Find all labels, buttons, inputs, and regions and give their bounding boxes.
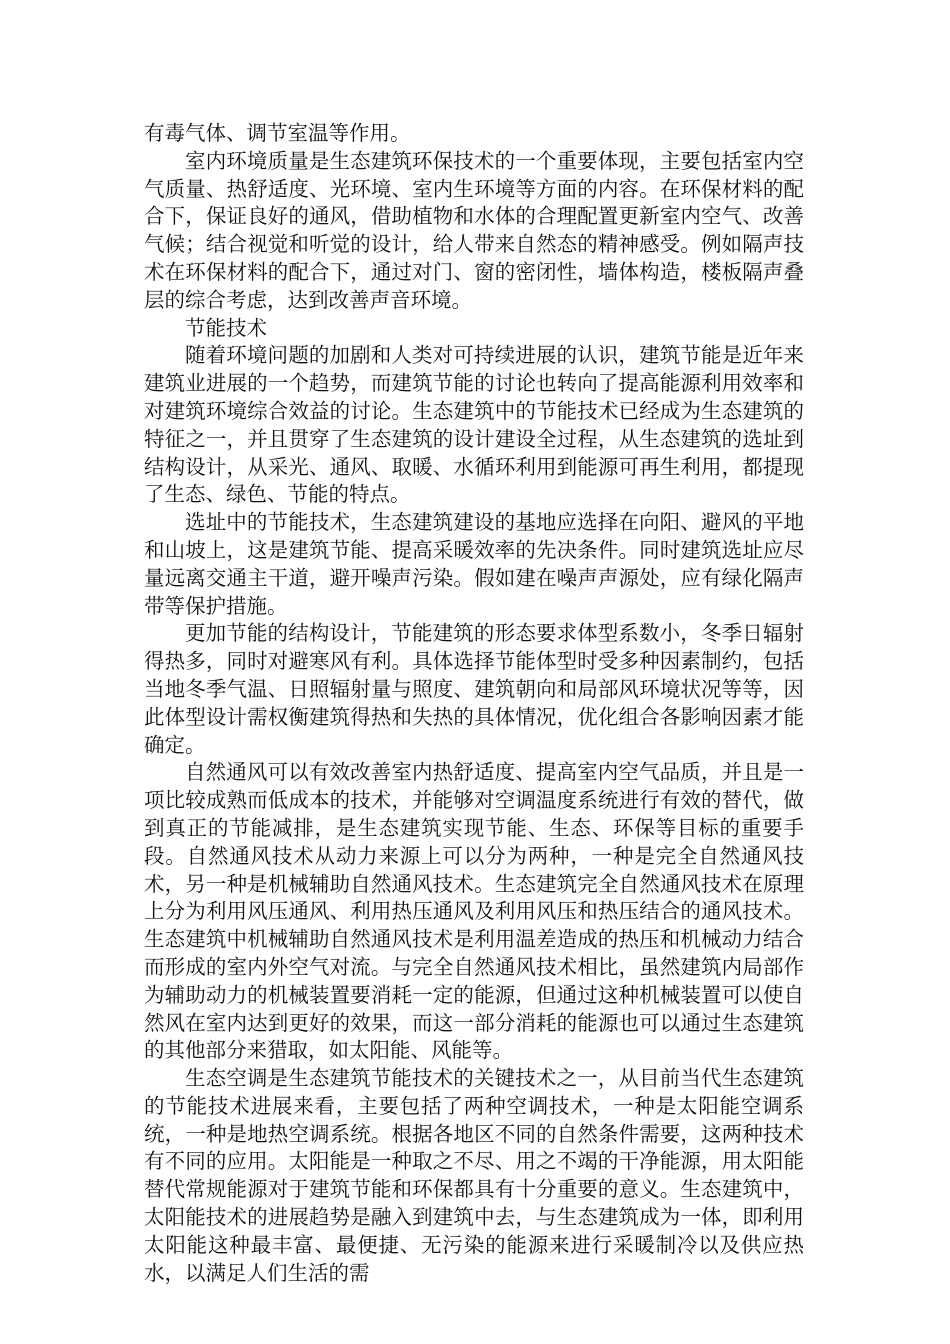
paragraph-energy-saving-intro: 随着环境问题的加剧和人类对可持续进展的认识，建筑节能是近年来建筑业进展的一个趋势，而建筑节能的讨论也转向了提高能源利用效率和对建筑环境综合效益的讨论。生态建筑中的节能技术已经成为生态建筑的特征之一，并且贯穿了生态建筑的设计建设全过程，从生态建筑的选址到结构设计，从采光、通风、取暖、水循环利用到能源可再生利用，都提现了生态、绿色、节能的特点。 (144, 343, 804, 507)
document-body (144, 120, 804, 1287)
paragraph-natural-ventilation: 自然通风可以有效改善室内热舒适度、提高室内空气品质，并且是一项比较成熟而低成本的技术，并能够对空调温度系统进行有效的替代，做到真正的节能减排，是生态建筑实现节能、生态、环保等目标的重要手段。自然通风技术从动力来源上可以分为两种，一种是完全自然通风技术，另一种是机械辅助自然通风技术。生态建筑完全自然通风技术在原理上分为利用风压通风、利用热压通风及利用风压和热压结合的通风技术。生态建筑中机械辅助自然通风技术是利用温差造成的热压和机械动力结合而形成的室内外空气对流。与完全自然通风技术相比，虽然建筑内局部作为辅助动力的机械装置要消耗一定的能源，但通过这种机械装置可以使自然风在室内达到更好的效果，而这一部分消耗的能源也可以通过生态建筑的其他部分来猎取，如太阳能、风能等。 (144, 760, 804, 1063)
paragraph-indoor-environment: 室内环境质量是生态建筑环保技术的一个重要体现，主要包括室内空气质量、热舒适度、光环境、室内生环境等方面的内容。在环保材料的配合下，保证良好的通风，借助植物和水体的合理配置更新室内空气、改善气候；结合视觉和听觉的设计，给人带来自然态的精神感受。例如隔声技术在环保材料的配合下，通过对门、窗的密闭性，墙体构造，楼板隔声叠层的综合考虑，达到改善声音环境。 (144, 148, 804, 312)
paragraph-continuation: 有毒气体、调节室温等作用。 (144, 121, 411, 145)
paragraph-structural-design: 更加节能的结构设计，节能建筑的形态要求体型系数小，冬季日辐射得热多，同时对避寒风有利。具体选择节能体型时受多种因素制约，包括当地冬季气温、日照辐射量与照度、建筑朝向和局部风环境状况等等，因此体型设计需权衡建筑得热和失热的具体情况，优化组合各影响因素才能确定。 (144, 621, 804, 757)
section-heading-energy-saving: 节能技术 (185, 315, 267, 340)
paragraph-eco-air-conditioning: 生态空调是生态建筑节能技术的关键技术之一，从目前当代生态建筑的节能技术进展来看，主要包括了两种空调技术，一种是太阳能空调系统，一种是地热空调系统。根据各地区不同的自然条件需要，这两种技术有不同的应用。太阳能是一种取之不尽、用之不竭的干净能源，用太阳能替代常规能源对于建筑节能和环保都具有十分重要的意义。生态建筑中，太阳能技术的进展趋势是融入到建筑中去，与生态建筑成为一体，即利用太阳能这种最丰富、最便捷、无污染的能源来进行采暖制冷以及供应热水，以满足人们生活的需 (144, 1066, 804, 1285)
paragraph-site-selection: 选址中的节能技术，生态建筑建设的基地应选择在向阳、避风的平地和山坡上，这是建筑节能、提高采暖效率的先决条件。同时建筑选址应尽量远离交通主干道，避开噪声污染。假如建在噪声声源处，应有绿化隔声带等保护措施。 (144, 510, 804, 618)
